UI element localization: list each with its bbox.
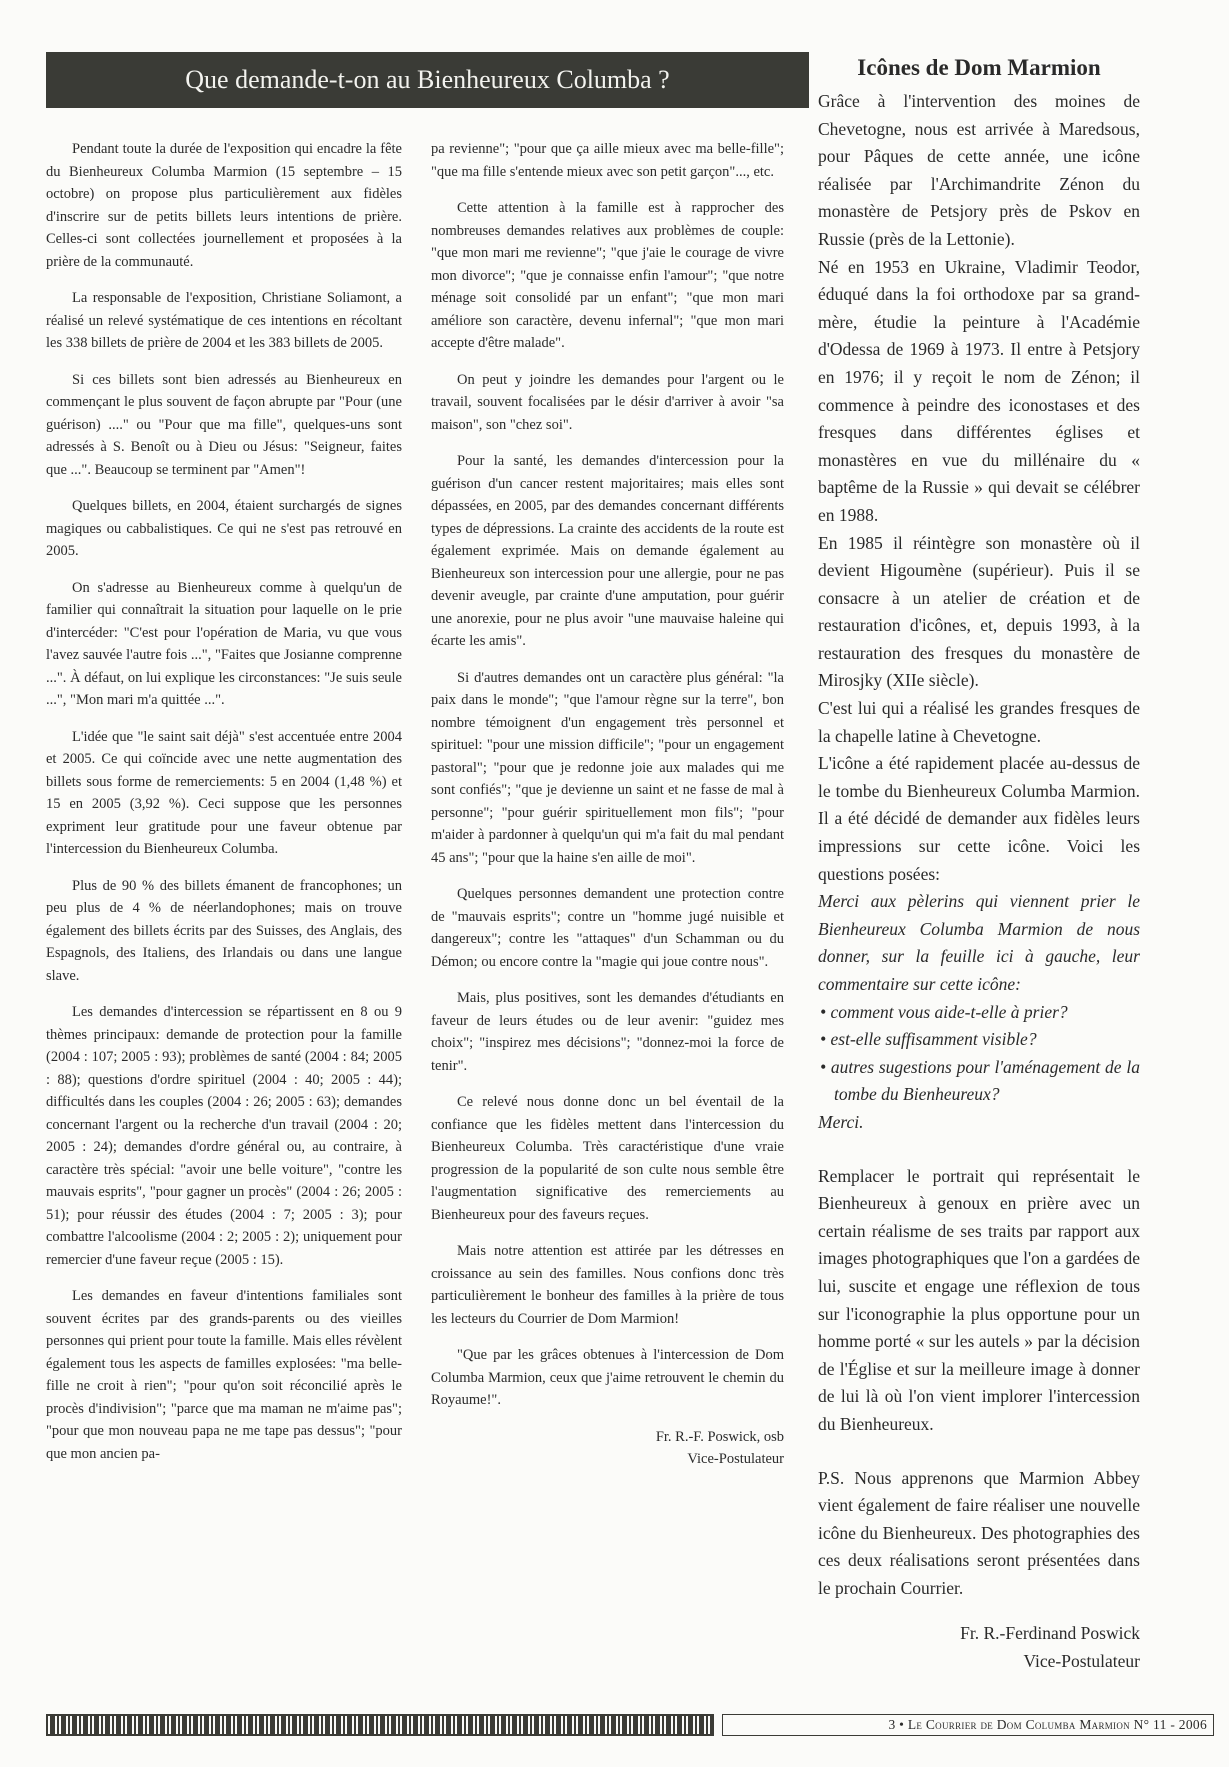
paragraph: Les demandes en faveur d'intentions familiales sont souvent écrites par des grands-parents ou des vieilles personnes qui prient pour toute la famille. Mais elles révèlent également tous les aspects de familles explosées: "ma belle-fille ne croit à rien"; "pour qu'on soit réconcilié après le procès d'indivision"; "parce que ma maman ne m'aime pas"; "pour que mon nouveau papa ne me tape pas dessus"; "pour que mon ancien pa- [46,1288,402,1462]
article-column-1 [46,138,402,1479]
paragraph: Pendant toute la durée de l'exposition qui encadre la fête du Bienheureux Columba Marmion (15 septembre – 15 octobre) on propose plus particulièrement aux fidèles d'inscrire sur de petits billets leurs intentions de prière. Celles-ci sont collectées journellement et proposées à la prière de la communauté. [46,141,402,270]
paragraph: Cette attention à la famille est à rapprocher des nombreuses demandes relatives aux problèmes de couple: "que mon mari me revienne"; "que j'aie le courage de vivre mon divorce"; "que je connaisse enfin l'amour"; "que notre ménage soit consolidé par un enfant"; "que mon mari améliore son caractère, devenu infernal"; "que mon mari accepte d'être malade". [431,200,784,351]
paragraph: Mais, plus positives, sont les demandes d'étudiants en faveur de leurs études ou de leur avenir: "guidez mes choix"; "inspirez mes décisions"; "donnez-moi la force de tenir". [431,990,784,1074]
paragraph: Quelques billets, en 2004, étaient surchargés de signes magiques ou cabbalistiques. Ce qui ne s'est pas retrouvé en 2005. [46,498,402,559]
footer-publication-line [722,1714,1214,1736]
paragraph: En 1985 il réintègre son monastère où il devient Higoumène (supérieur). Puis il se consacre à un atelier de création et de restauration d'icônes, et, depuis 1993, à la restauration des fresques du monastère de Mirosjky (XIIe siècle). [818,532,1140,691]
paragraph: Si d'autres demandes ont un caractère plus général: "la paix dans le monde"; "que l'amour règne sur la terre", bon nombre témoignent d'un engagement très personnel et spirituel: "pour une mission difficile"; "pour un engagement pastoral"; "pour que je redonne joie aux malades qui me sont confiés"; "que je devienne un saint et ne fasse de mal à personne"; "pour guérir spirituellement mon fils"; "pour m'aider à pardonner à quelqu'un qui m'a fait du mal pendant 45 ans"; "pour que la haine s'en aille de moi". [431,669,784,866]
article-banner-title: Que demande-t-on au Bienheureux Columba ? [46,52,809,108]
paragraph: pa revienne"; "pour que ça aille mieux avec ma belle-fille"; "que ma fille s'entende mieux avec son petit garçon"..., etc. [431,141,784,180]
paragraph: C'est lui qui a réalisé les grandes fresques de la chapelle latine à Chevetogne. [818,698,1140,746]
sidebar-article [818,52,1140,1676]
decorative-border [46,1714,714,1736]
signature [431,1426,784,1470]
paragraph: Remplacer le portrait qui représentait le Bienheureux à genoux en prière avec un certain réalisme de ses traits par rapport aux images photographiques que l'on a gardées de lui, suscite et engage une réflexion de tous sur l'iconographie la plus opportune pour un homme porté « sur les autels » par la décision de l'Église et sur la meilleure image à donner de lui là où l'on vient implorer l'intercession du Bienheureux. [818,1165,1140,1434]
signature-role: Vice-Postulateur [1023,1651,1140,1672]
paragraph: Plus de 90 % des billets émanent de francophones; un peu plus de 4 % de néerlandophones; mais on trouve également des billets écrits par des Suisses, des Anglais, des Espagnols, des Italiens, des Irlandais ou dans une langue slave. [46,877,402,984]
footer-text: 3 • Le Courrier de Dom Columba Marmion N° 11 - 2006 [888,1717,1207,1732]
sidebar-title: Icônes de Dom Marmion [857,55,1101,80]
paragraph: On s'adresse au Bienheureux comme à quelqu'un de familier qui connaîtrait la situation pour laquelle on le prie d'intercéder: "C'est pour l'opération de Maria, vu que vous l'avez sauvée l'autre fois ...", "Faites que Josianne comprenne ...". À défaut, on lui explique les circonstances: "Je suis seule ...", "Mon mari m'a quittée ...". [46,579,402,708]
postscript: P.S. Nous apprenons que Marmion Abbey vient également de faire réaliser une nouvelle icône du Bienheureux. Des photographies des ces deux réalisations seront présentées dans le prochain Courrier. [818,1467,1140,1598]
paragraph: On peut y joindre les demandes pour l'argent ou le travail, souvent focalisées par le désir d'arriver à avoir "sa maison", son "chez soi". [431,371,784,433]
paragraph: "Que par les grâces obtenues à l'intercession de Dom Columba Marmion, ceux que j'aime retrouvent le chemin du Royaume!". [431,1347,784,1408]
paragraph: La responsable de l'exposition, Christiane Soliamont, a réalisé un relevé systématique de ces intentions en récoltant les 338 billets de prière de 2004 et les 383 billets de 2005. [46,290,402,351]
signature-role: Vice-Postulateur [687,1450,784,1467]
paragraph: L'icône a été rapidement placée au-dessus de le tombe du Bienheureux Columba Marmion. Il a été décidé de demander aux fidèles leurs impressions sur cette icône. Voici les questions posées: [818,753,1140,884]
paragraph: Grâce à l'intervention des moines de Chevetogne, nous est arrivée à Maredsous, pour Pâques de cette année, une icône réalisée par l'Archimandrite Zénon du monastère de Petsjory près de Pskov en Russie (près de la Lettonie). [818,91,1140,249]
signature-name: Fr. R.-F. Poswick, osb [655,1428,784,1445]
paragraph: Quelques personnes demandent une protection contre de "mauvais esprits"; contre un "homme jugé nuisible et dangereux"; contre les "attaques" d'un Schamman ou du Démon; ou encore contre la "magie qui joue contre nous". [431,886,784,970]
paragraph: Né en 1953 en Ukraine, Vladimir Teodor, éduqué dans la foi orthodoxe par sa grand-mère, étudie la peinture à l'Académie d'Odessa de 1969 à 1973. Il entre à Petsjory en 1976; il y reçoit le nom de Zénon; il commence à peindre des iconostases et des fresques dans différentes églises et monastères en vue du millénaire du « baptême de la Russie » qui devait se célébrer en 1988. [818,256,1140,525]
paragraph: Si ces billets sont bien adressés au Bienheureux en commençant le plus souvent de façon abrupte par "Pour (une guérison) ...." ou "Pour que ma fille", quelques-uns sont adressés à S. Benoît ou à Dieu ou Jésus: "Seigneur, faites que ...". Beaucoup se terminent par "Amen"! [46,371,402,478]
signature-name: Fr. R.-Ferdinand Poswick [960,1623,1140,1644]
signature [818,1620,1140,1675]
paragraph: L'idée que "le saint sait déjà" s'est accentuée entre 2004 et 2005. Ce qui coïncide avec une nette augmentation des billets sous forme de remerciements: 5 en 2004 (1,48 %) et 15 en 2005 (3,92 %). Ceci suppose que les personnes expriment leur gratitude pour une faveur obtenue par l'intercession du Bienheureux Columba. [46,728,402,857]
question-item: • comment vous aide-t-elle à prier? [820,1001,1068,1022]
italic-notice: Merci aux pèlerins qui viennent prier le Bienheureux Columba Marmion de nous donner, sur la feuille ici à gauche, leur commentaire sur cette icône: [818,891,1140,994]
merci-text: Merci. [818,1111,864,1132]
question-item: • est-elle suffisamment visible? [820,1029,1037,1050]
paragraph: Les demandes d'intercession se répartissent en 8 ou 9 thèmes principaux: demande de protection pour la famille (2004 : 107; 2005 : 93); problèmes de santé (2004 : 84; 2005 : 88); questions d'ordre spirituel (2004 : 40; 2005 : 44); difficultés dans les couples (2004 : 26; 2005 : 63); demandes concernant l'argent ou la recherche d'un travail (2004 : 20; 2005 : 24); demandes d'ordre général ou, au contraire, à caractère très spécial: "avoir une belle voiture", "contre les mauvais esprits", "pour gagner un procès" (2004 : 26; 2005 : 51); pour réussir des études (2004 : 7; 2005 : 3); pour combattre l'alcoolisme (2004 : 2; 2005 : 2); uniquement pour remercier d'une faveur reçue (2005 : 15). [46,1004,402,1268]
paragraph: Ce relevé nous donne donc un bel éventail de la confiance que les fidèles mettent dans l'intercession du Bienheureux Columba. Très caractéristique d'une vraie progression de la popularité de son culte nous semble être l'augmentation significative des remerciements au Bienheureux pour des faveurs reçues. [431,1094,784,1223]
paragraph: Mais notre attention est attirée par les détresses en croissance au sein des familles. Nous confions donc très particulièrement le bonheur des familles à la prière de tous les lecteurs du Courrier de Dom Marmion! [431,1243,784,1327]
article-column-2 [431,138,784,1470]
paragraph: Pour la santé, les demandes d'intercession pour la guérison d'un cancer restent majoritaires; mais elles sont dépassées, en 2005, par des demandes concernant différents types de dépressions. La crainte des accidents de la route est également exprimée. Mais on demande également au Bienheureux son intercession pour une allergie, pour ne pas devenir aveugle, par crainte d'une amputation, pour guérir une anorexie, pour ne plus avoir "une mauvaise haleine qui écarte les amis". [431,453,784,649]
question-list [818,999,1140,1109]
page-footer [46,1710,1207,1738]
question-item: • autres sugestions pour l'aménagement de la tombe du Bienheureux? [820,1056,1140,1105]
